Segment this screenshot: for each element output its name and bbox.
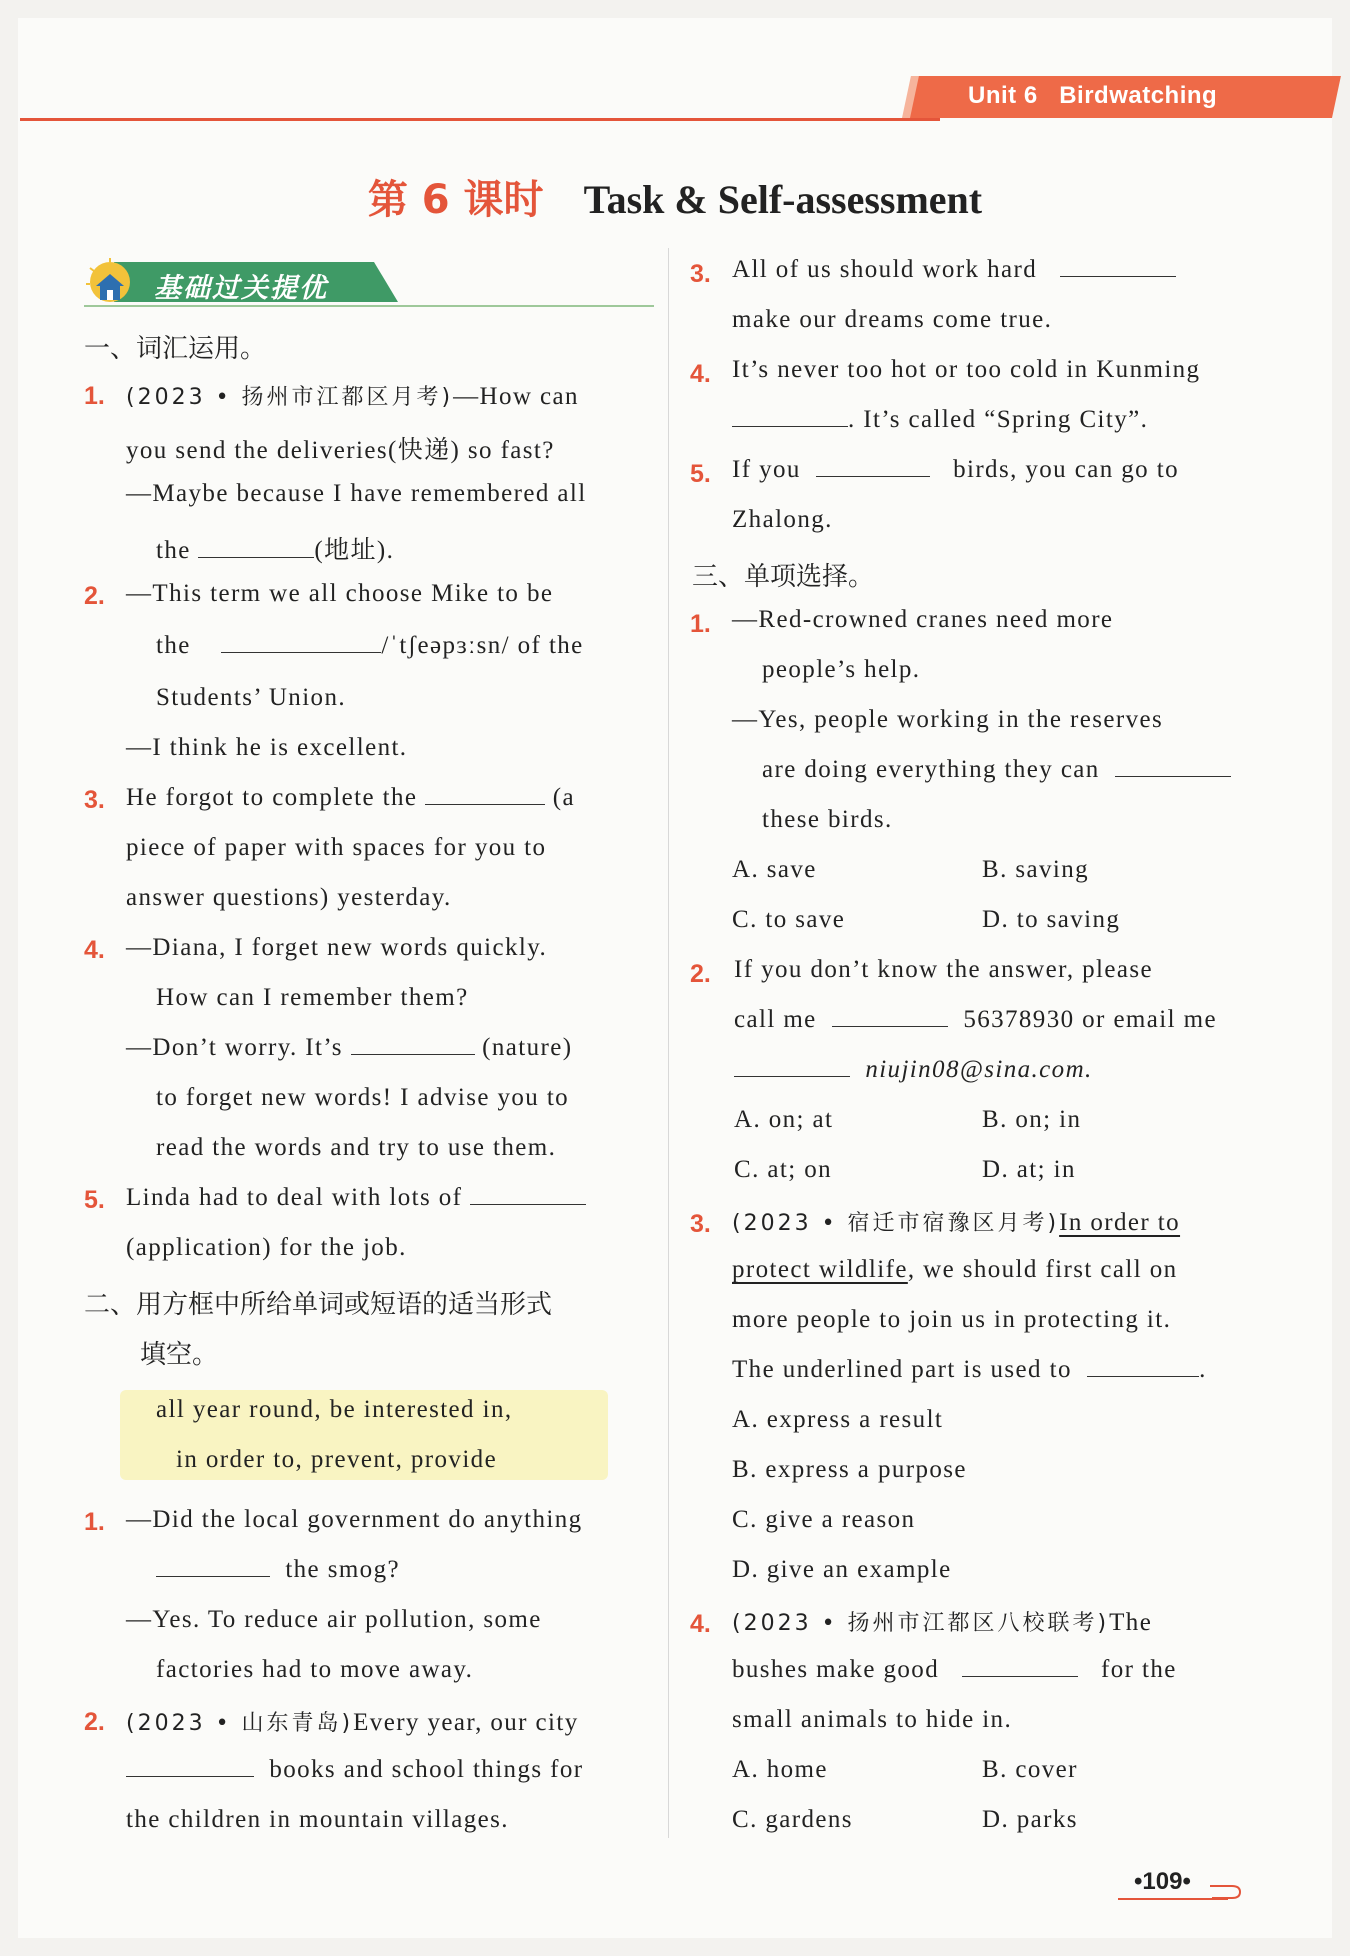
question-line	[732, 1656, 1177, 1684]
question-line	[732, 1206, 1180, 1237]
question-text: are doing everything they can	[762, 756, 1100, 783]
page-curl-icon	[1208, 1872, 1244, 1902]
question-number: 1.	[690, 610, 711, 638]
question-number: 5.	[690, 460, 711, 488]
question-line: How can I remember them?	[156, 984, 469, 1011]
question-line	[126, 1756, 583, 1784]
question-number: 3.	[690, 260, 711, 288]
question-line	[156, 632, 584, 660]
question-text: . It’s called “Spring City”.	[848, 406, 1149, 433]
phonetic: /ˈtʃeəpɜːsn/ of the	[381, 632, 584, 659]
question-text: for the	[1101, 1656, 1177, 1683]
question-text: birds, you can go to	[953, 456, 1179, 483]
question-line: (application) for the job.	[126, 1234, 407, 1261]
option-c[interactable]: C. at; on	[734, 1156, 833, 1183]
question-text: the	[156, 632, 191, 659]
question-text: Every year, our city	[353, 1709, 579, 1736]
header-rule	[20, 118, 940, 121]
option-a[interactable]: A. on; at	[734, 1106, 834, 1133]
question-text: bushes make good	[732, 1656, 940, 1683]
unit-title: Birdwatching	[1059, 82, 1218, 109]
question-number: 1.	[84, 382, 105, 410]
question-text: books and school things for	[269, 1756, 584, 1783]
answer-blank[interactable]	[470, 1186, 586, 1205]
option-d[interactable]: D. parks	[982, 1806, 1078, 1833]
question-number: 5.	[84, 1186, 105, 1214]
answer-blank[interactable]	[126, 1758, 254, 1777]
question-text: the	[156, 537, 191, 564]
question-line	[126, 784, 575, 812]
question-text: If you	[732, 456, 801, 483]
question-line	[156, 1556, 400, 1584]
answer-blank[interactable]	[156, 1558, 270, 1577]
page-title	[0, 168, 1350, 225]
question-line: make our dreams come true.	[732, 306, 1053, 333]
answer-blank[interactable]	[832, 1008, 948, 1027]
underlined-text: protect wildlife	[732, 1256, 908, 1283]
question-text: All of us should work hard	[732, 256, 1038, 283]
option-d[interactable]: D. give an example	[732, 1556, 952, 1583]
question-source: (2023 • 山东青岛)	[126, 1711, 354, 1736]
question-text: The underlined part is used to	[732, 1356, 1072, 1383]
question-text: Linda had to deal with lots of	[126, 1184, 463, 1211]
question-text: —Don’t worry. It’s	[126, 1034, 343, 1061]
question-line	[732, 1606, 1152, 1637]
word-box-line: in order to, prevent, provide	[176, 1446, 498, 1473]
question-line: answer questions) yesterday.	[126, 884, 452, 911]
question-line	[156, 530, 394, 566]
question-line: —I think he is excellent.	[126, 734, 408, 761]
question-number: 2.	[84, 1708, 105, 1736]
answer-blank[interactable]	[816, 458, 930, 477]
question-line: Students’ Union.	[156, 684, 346, 711]
column-divider	[668, 248, 669, 1838]
question-text: , we should first call on	[907, 1256, 1178, 1283]
answer-blank[interactable]	[734, 1058, 850, 1077]
question-number: 4.	[690, 360, 711, 388]
question-line	[732, 406, 1148, 434]
question-text: call me	[734, 1006, 817, 1033]
option-a[interactable]: A. save	[732, 856, 817, 883]
question-line: more people to join us in protecting it.	[732, 1306, 1172, 1333]
lesson-number: 第 6 课时	[367, 177, 544, 223]
section-2-heading: 二、用方框中所给单词或短语的适当形式	[84, 1290, 553, 1320]
question-text: (nature)	[482, 1034, 573, 1061]
question-line	[734, 1006, 1217, 1034]
question-line: piece of paper with spaces for you to	[126, 834, 547, 861]
banner-label: 基础过关提优	[154, 273, 328, 304]
question-number: 2.	[84, 582, 105, 610]
question-line	[126, 1034, 573, 1062]
option-b[interactable]: B. saving	[982, 856, 1090, 883]
page-number: •109•	[1134, 1868, 1191, 1895]
question-source: (2023 • 扬州市江都区月考)	[126, 385, 454, 410]
question-line	[126, 1706, 579, 1737]
option-b[interactable]: B. cover	[982, 1756, 1078, 1783]
option-c[interactable]: C. to save	[732, 906, 846, 933]
section-1-heading: 一、词汇运用。	[84, 334, 267, 364]
section-2-heading-cont: 填空。	[140, 1340, 219, 1370]
option-c[interactable]: C. gardens	[732, 1806, 853, 1833]
question-text: (a	[552, 784, 575, 811]
question-line	[126, 1184, 586, 1212]
question-line: factories had to move away.	[156, 1656, 474, 1683]
question-line	[762, 756, 1231, 784]
option-d[interactable]: D. at; in	[982, 1156, 1076, 1183]
question-number: 3.	[84, 786, 105, 814]
question-number: 3.	[690, 1210, 711, 1238]
question-line	[732, 456, 1179, 484]
question-line	[126, 380, 579, 411]
banner-rule	[84, 305, 654, 307]
question-line: —Red-crowned cranes need more	[732, 606, 1114, 633]
question-number: 4.	[84, 936, 105, 964]
question-line	[734, 1056, 1093, 1084]
question-text: He forgot to complete the	[126, 784, 418, 811]
question-line: small animals to hide in.	[732, 1706, 1013, 1733]
question-line: —Did the local government do anything	[126, 1506, 583, 1533]
answer-blank[interactable]	[1115, 758, 1231, 777]
question-line: these birds.	[762, 806, 893, 833]
question-source: (2023 • 宿迁市宿豫区月考)	[732, 1211, 1060, 1236]
question-line: you send the deliveries(快递) so fast?	[126, 437, 555, 464]
question-source: (2023 • 扬州市江都区八校联考)	[732, 1611, 1110, 1636]
option-b[interactable]: B. express a purpose	[732, 1456, 967, 1483]
answer-blank[interactable]	[1087, 1358, 1199, 1377]
section-3-heading: 三、单项选择。	[692, 562, 875, 592]
question-line: If you don’t know the answer, please	[734, 956, 1153, 983]
question-text: the smog?	[285, 1556, 400, 1583]
email-address: niujin08@sina.com.	[865, 1056, 1093, 1083]
question-line: —This term we all choose Mike to be	[126, 580, 554, 607]
question-number: 4.	[690, 1610, 711, 1638]
option-b[interactable]: B. on; in	[982, 1106, 1082, 1133]
option-d[interactable]: D. to saving	[982, 906, 1121, 933]
question-line: people’s help.	[762, 656, 921, 683]
answer-blank[interactable]	[425, 786, 545, 805]
question-line: —Yes, people working in the reserves	[732, 706, 1164, 733]
option-a[interactable]: A. express a result	[732, 1406, 944, 1433]
question-text: 56378930 or email me	[963, 1006, 1217, 1033]
question-text: (地址).	[314, 537, 395, 564]
question-number: 2.	[690, 960, 711, 988]
question-text: The	[1109, 1609, 1153, 1636]
question-line	[732, 1256, 1178, 1284]
question-line: —Maybe because I have remembered all	[126, 480, 587, 507]
lesson-name: Task & Self-assessment	[583, 177, 983, 222]
question-line: It’s never too hot or too cold in Kunming	[732, 356, 1201, 383]
option-a[interactable]: A. home	[732, 1756, 828, 1783]
unit-label: Unit 6	[968, 82, 1038, 109]
answer-blank[interactable]	[221, 634, 381, 653]
question-line: the children in mountain villages.	[126, 1806, 509, 1833]
question-line	[732, 256, 1176, 284]
unit-header	[968, 82, 1217, 110]
option-c[interactable]: C. give a reason	[732, 1506, 916, 1533]
question-text: —How can	[453, 383, 579, 410]
underlined-text: In order to	[1059, 1209, 1181, 1236]
answer-blank[interactable]	[962, 1658, 1078, 1677]
answer-blank[interactable]	[198, 539, 314, 558]
question-line: read the words and try to use them.	[156, 1134, 557, 1161]
question-line: to forget new words! I advise you to	[156, 1084, 570, 1111]
question-line: —Diana, I forget new words quickly.	[126, 934, 548, 961]
question-number: 1.	[84, 1508, 105, 1536]
question-line: —Yes. To reduce air pollution, some	[126, 1606, 542, 1633]
word-box-line: all year round, be interested in,	[156, 1396, 513, 1423]
answer-blank[interactable]	[732, 408, 848, 427]
question-line: The underlined part is used to .	[732, 1356, 1207, 1383]
question-line: Zhalong.	[732, 506, 833, 533]
answer-blank[interactable]	[1060, 258, 1176, 277]
answer-blank[interactable]	[351, 1036, 475, 1055]
